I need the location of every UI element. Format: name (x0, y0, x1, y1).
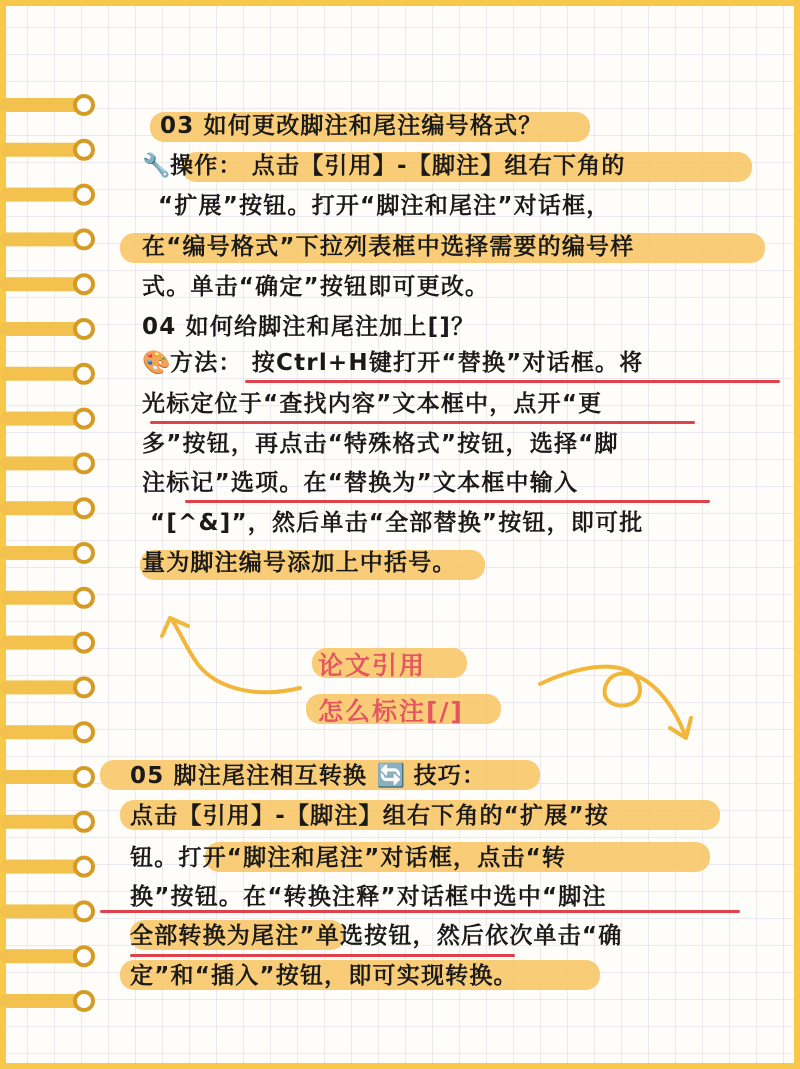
section-05-line-1: 点击【引用】-【脚注】组右下角的“扩展”按 (130, 803, 609, 829)
section-04-line-3: 多”按钮，再点击“特殊格式”按钮，选择“脚 (142, 431, 619, 457)
section-05-line-4: 全部转换为尾注”单选按钮，然后依次单击“确 (130, 923, 623, 949)
section-04-line-2: 光标定位于“查找内容”文本框中，点开“更 (142, 391, 603, 417)
section-04-title: 04 如何给脚注和尾注加上[]？ (142, 314, 476, 340)
section-03-line-1: 🔧操作： 点击【引用】-【脚注】组右下角的 (142, 146, 626, 186)
curly-arrow-left (172, 620, 300, 692)
section-03-title: 03 如何更改脚注和尾注编号格式？ (160, 113, 543, 139)
section-05-title: 05 脚注尾注相互转换 🔄 技巧： (130, 756, 486, 796)
section-05-line-3: 换”按钮。在“转换注释”对话框中选中“脚注 (130, 884, 607, 910)
section-04-line-4: 注标记”选项。在“替换为”文本框中输入 (142, 470, 579, 496)
wrench-icon: 🔧 (142, 153, 172, 179)
curly-arrow-right (540, 667, 685, 735)
section-04-line-6: 量为脚注编号添加上中括号。 (142, 550, 457, 576)
repeat-icon: 🔄 (376, 763, 407, 789)
section-03-line-3: 在“编号格式”下拉列表框中选择需要的编号样 (142, 234, 635, 260)
section-04-line-1: 🎨方法： 按Ctrl+H键打开“替换”对话框。将 (142, 343, 643, 383)
center-title-line-1: 论文引用 (318, 651, 427, 680)
section-05-line-2: 钮。打开“脚注和尾注”对话框，点击“转 (130, 845, 567, 871)
section-05-line-5: 定”和“插入”按钮，即可实现转换。 (130, 963, 518, 989)
section-04-line-5: “[^&]”，然后单击“全部替换”按钮，即可批 (150, 510, 644, 536)
palette-icon: 🎨 (142, 350, 172, 376)
section-03-line-4: 式。单击“确定”按钮即可更改。 (142, 274, 490, 300)
section-03-line-2: “扩展”按钮。打开“脚注和尾注”对话框， (158, 193, 611, 219)
center-title-line-2: 怎么标注[/] (318, 697, 464, 726)
